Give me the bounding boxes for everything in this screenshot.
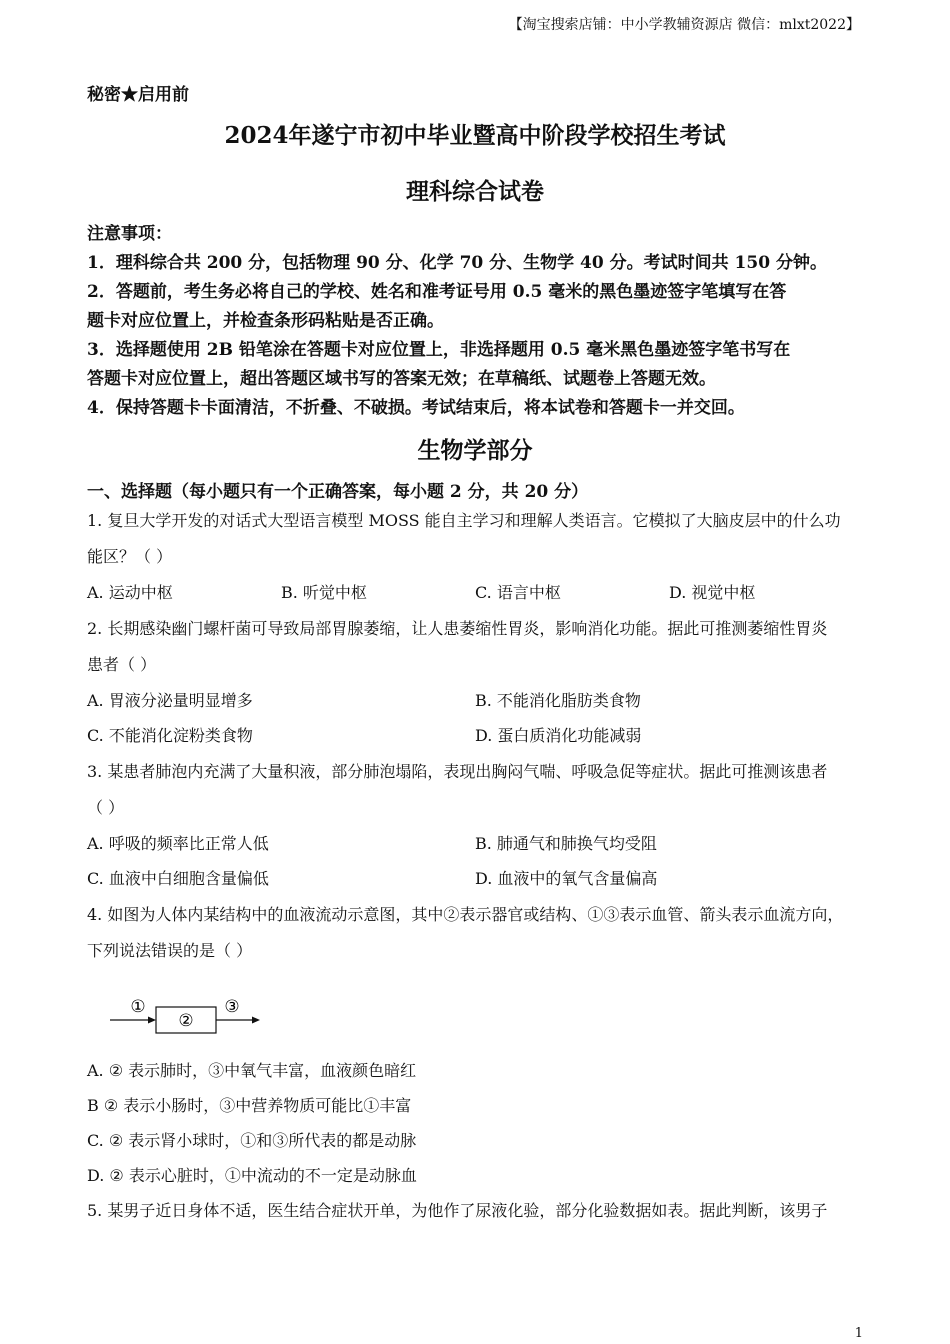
vessel-1-label: ① xyxy=(130,997,146,1017)
note-line: 4．保持答题卡卡面清洁，不折叠、不破损。考试结束后，将本试卷和答题卡一并交回。 xyxy=(87,398,745,418)
question-3-stem: （ ） xyxy=(87,798,125,817)
q1-option-d: D. 视觉中枢 xyxy=(669,583,756,602)
question-4-stem: 4. 如图为人体内某结构中的血液流动示意图，其中②表示器官或结构、①③表示血管、箭头表示血流方向， xyxy=(87,905,844,924)
notes-heading: 注意事项： xyxy=(87,224,172,244)
question-4-stem: 下列说法错误的是（ ） xyxy=(87,941,253,960)
q4-option-c: C. ② 表示肾小球时，①和③所代表的都是动脉 xyxy=(87,1131,417,1150)
header-note: 【淘宝搜索店铺：中小学教辅资源店 微信：mlxt2022】 xyxy=(508,17,860,33)
q4-option-d: D. ② 表示心脏时，①中流动的不一定是动脉血 xyxy=(87,1166,417,1185)
inflow-arrowhead xyxy=(148,1017,156,1024)
q2-option-b: B. 不能消化脂肪类食物 xyxy=(475,691,641,710)
blood-flow-diagram xyxy=(108,993,268,1037)
q3-option-a: A. 呼吸的频率比正常人低 xyxy=(87,834,269,853)
q1-option-b: B. 听觉中枢 xyxy=(281,583,367,602)
q2-option-c: C. 不能消化淀粉类食物 xyxy=(87,726,253,745)
section-title: 生物学部分 xyxy=(417,437,533,464)
question-3-stem: 3. 某患者肺泡内充满了大量积液，部分肺泡塌陷，表现出胸闷气喘、呼吸急促等症状。据此可推测该患者 xyxy=(87,762,828,781)
page-number: 1 xyxy=(854,1326,863,1341)
question-2-stem: 2. 长期感染幽门螺杆菌可导致局部胃腺萎缩，让人患萎缩性胃炎，影响消化功能。据此可推测萎缩性胃炎 xyxy=(87,619,828,638)
note-line: 3．选择题使用 2B 铅笔涂在答题卡对应位置上，非选择题用 0.5 毫米黑色墨迹签字笔书写在 xyxy=(87,340,791,360)
exam-title: 2024年遂宁市初中毕业暨高中阶段学校招生考试 xyxy=(224,122,726,149)
outflow-arrowhead xyxy=(252,1017,260,1024)
q2-option-a: A. 胃液分泌量明显增多 xyxy=(87,691,253,710)
organ-2-label: ② xyxy=(178,1011,194,1031)
q3-option-b: B. 肺通气和肺换气均受阻 xyxy=(475,834,657,853)
q1-option-a: A. 运动中枢 xyxy=(87,583,173,602)
note-line: 答题卡对应位置上，超出答题区域书写的答案无效；在草稿纸、试题卷上答题无效。 xyxy=(87,369,716,389)
vessel-3-label: ③ xyxy=(224,997,240,1017)
confidential-mark: 秘密★启用前 xyxy=(87,85,189,105)
q3-option-c: C. 血液中白细胞含量偏低 xyxy=(87,869,269,888)
note-line: 2．答题前，考生务必将自己的学校、姓名和准考证号用 0.5 毫米的黑色墨迹签字笔填写在答 xyxy=(87,282,787,302)
note-line: 题卡对应位置上，并检查条形码粘贴是否正确。 xyxy=(87,311,444,331)
question-5-stem: 5. 某男子近日身体不适，医生结合症状开单，为他作了尿液化验，部分化验数据如表。据此判断，该男子 xyxy=(87,1201,828,1220)
q4-option-a: A. ② 表示肺时，③中氧气丰富，血液颜色暗红 xyxy=(87,1061,417,1080)
note-line: 1．理科综合共 200 分，包括物理 90 分、化学 70 分、生物学 40 分。考试时间共 150 分钟。 xyxy=(87,253,827,273)
question-2-stem: 患者（ ） xyxy=(87,655,157,674)
q1-option-c: C. 语言中枢 xyxy=(475,583,561,602)
part-heading: 一、选择题（每小题只有一个正确答案，每小题 2 分，共 20 分） xyxy=(87,482,589,502)
paper-subtitle: 理科综合试卷 xyxy=(406,178,544,205)
q2-option-d: D. 蛋白质消化功能减弱 xyxy=(475,726,642,745)
q3-option-d: D. 血液中的氧气含量偏高 xyxy=(475,869,658,888)
question-1-stem: 能区？（ ） xyxy=(87,547,173,566)
q4-option-b: B ② 表示小肠时，③中营养物质可能比①丰富 xyxy=(87,1096,412,1115)
question-1-stem: 1. 复旦大学开发的对话式大型语言模型 MOSS 能自主学习和理解人类语言。它模拟了大脑皮层中的什么功 xyxy=(87,511,841,530)
